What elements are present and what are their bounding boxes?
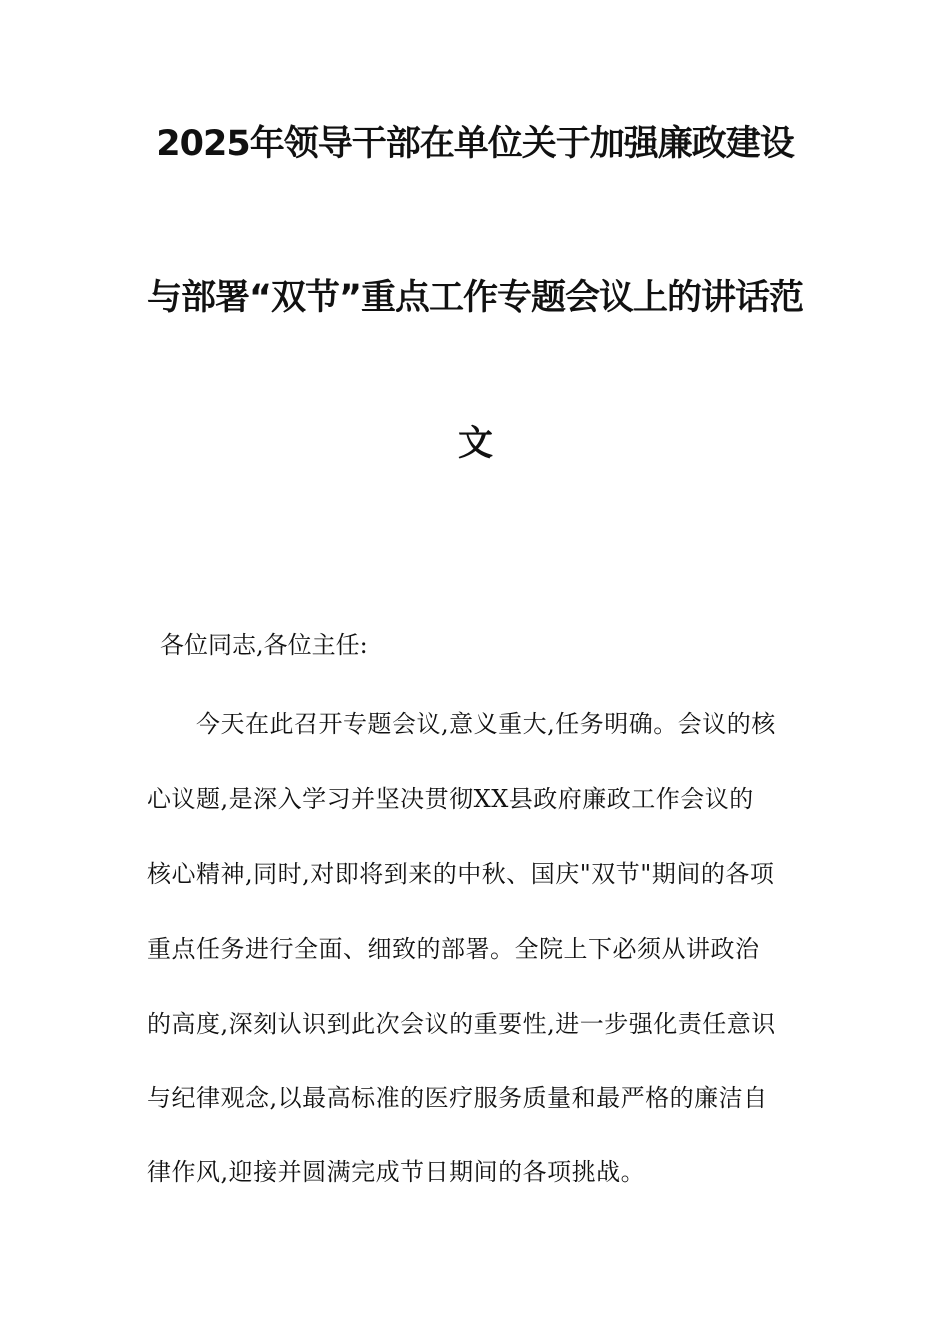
paragraph-line: 与纪律观念,以最高标准的医疗服务质量和最严格的廉洁自 [147, 1084, 768, 1112]
paragraph-line: 的高度,深刻认识到此次会议的重要性,进一步强化责任意识 [147, 1010, 776, 1038]
salutation: 各位同志,各位主任: [160, 631, 368, 659]
title-line-2: 与部署“双节”重点工作专题会议上的讲话范 [146, 278, 803, 318]
paragraph-line: 心议题,是深入学习并坚决贯彻XX县政府廉政工作会议的 [147, 785, 754, 813]
title-line-1: 2025年领导干部在单位关于加强廉政建设 [156, 124, 794, 164]
paragraph-line: 律作风,迎接并圆满完成节日期间的各项挑战。 [147, 1158, 646, 1186]
paragraph-line: 核心精神,同时,对即将到来的中秋、国庆"双节"期间的各项 [147, 860, 775, 888]
paragraph-line: 今天在此召开专题会议,意义重大,任务明确。会议的核 [196, 710, 776, 738]
paragraph-line: 重点任务进行全面、细致的部署。全院上下必须从讲政治 [147, 935, 760, 963]
title-line-3: 文 [457, 424, 492, 464]
